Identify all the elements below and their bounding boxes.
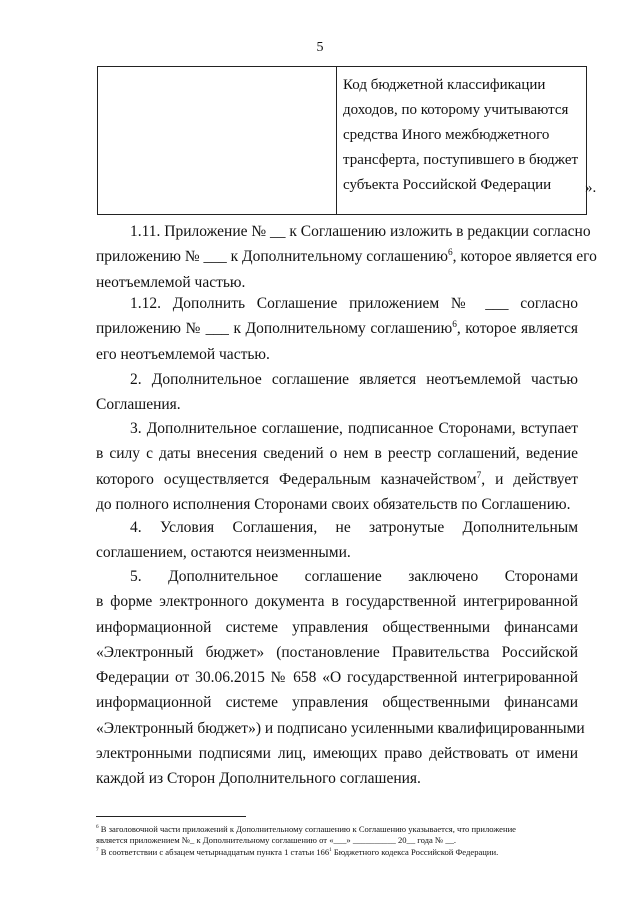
paragraph-1-11 [96,219,597,295]
paragraph-1-12 [96,291,578,367]
footnote-line [96,824,580,835]
text-line: информационной системе управления общественными финансами [96,618,578,636]
footnote-6 [96,824,580,846]
footnote-ref: 6 [448,248,453,259]
paragraph-2 [96,367,578,418]
text-line: соглашением, остаются неизменными. [96,544,351,562]
text-line: каждой из Сторон Дополнительного соглашения. [96,770,421,788]
footnote-ref: 7 [476,470,482,481]
footnote-divider [96,816,246,817]
text-line: «Электронный бюджет» (постановление Правительства Российской [96,643,578,661]
table-cell-line: Код бюджетной классификации [343,77,546,93]
footnote-mark: 6 [96,824,99,831]
text-line: в силу с даты внесения сведений о нем в реестр соглашений, ведение [96,445,578,463]
text-fragment: , которое является его [452,248,597,266]
text-line: Федерации от 30.06.2015 № 658 «О государственной интегрированной [96,669,578,687]
text-fragment: приложению № ___ к Дополнительному соглашению [96,320,453,338]
footnote-sup: 1 [329,847,332,854]
footnote-ref: 6 [452,320,457,331]
text-line [96,244,597,269]
text-fragment: приложению № ___ к Дополнительному соглашению [96,248,448,266]
table-cell-line: доходов, по которому учитываются [343,102,569,118]
text-line: в форме электронного документа в государственной интегрированной [96,593,578,611]
budget-code-table [97,66,587,215]
table-cell-line: трансферта, поступившего в бюджет [343,152,579,168]
text-line: его неотъемлемой частью. [96,345,270,363]
text-line: неотъемлемой частью. [96,273,246,291]
table-cell-empty [98,67,337,215]
footnote-7 [96,847,580,858]
text-line: 1.11. Приложение № __ к Соглашению изложить в редакции согласно [130,223,591,240]
text-line [96,316,578,341]
text-line: информационной системе управления общественными финансами [96,694,578,712]
text-line: до полного исполнения Сторонами своих обязательств по Соглашению. [96,495,571,513]
text-line: 2. Дополнительное соглашение является неотъемлемой частью [130,371,578,388]
text-fragment: В заголовочной части приложений к Дополнительному соглашению к Соглашению указывается, что приложение [100,824,516,834]
text-line [96,467,578,492]
text-fragment: Бюджетного кодекса Российской Федерации. [331,847,499,857]
text-line: электронными подписями лиц, имеющих право действовать от имени [96,745,578,763]
text-line: 4. Условия Соглашения, не затронутые Дополнительным [130,519,578,536]
text-line: 3. Дополнительное соглашение, подписанное Сторонами, вступает [130,420,578,437]
footnote-line: является приложением №_ к Дополнительному соглашению от «___» __________ 20__ года № __. [96,835,457,845]
footnote-mark: 7 [96,847,99,854]
table-cell-line: субъекта Российской Федерации [343,177,552,193]
text-fragment: , и действует [481,470,578,488]
paragraph-5 [96,564,585,792]
page-number: 5 [316,40,324,55]
text-fragment: которого осуществляется Федеральным казначейством [96,470,477,488]
table-cell-line: средства Иного межбюджетного [343,127,550,143]
text-line: 5. Дополнительное соглашение заключено Сторонами [130,568,578,585]
paragraph-3 [96,416,578,517]
footnote-line [96,847,580,858]
paragraph-4 [96,515,578,566]
text-fragment: , которое является [456,320,578,338]
text-line: Соглашения. [96,396,181,414]
text-fragment: В соответствии с абзацем четырнадцатым пункта 1 статьи 166 [100,847,330,857]
text-line: «Электронный бюджет») и подписано усиленными квалифицированными [96,719,585,737]
closing-quote: ». [585,180,597,196]
text-line: 1.12. Дополнить Соглашение приложением № ___ согласно [130,295,578,312]
table-cell-budget-code [337,67,587,215]
